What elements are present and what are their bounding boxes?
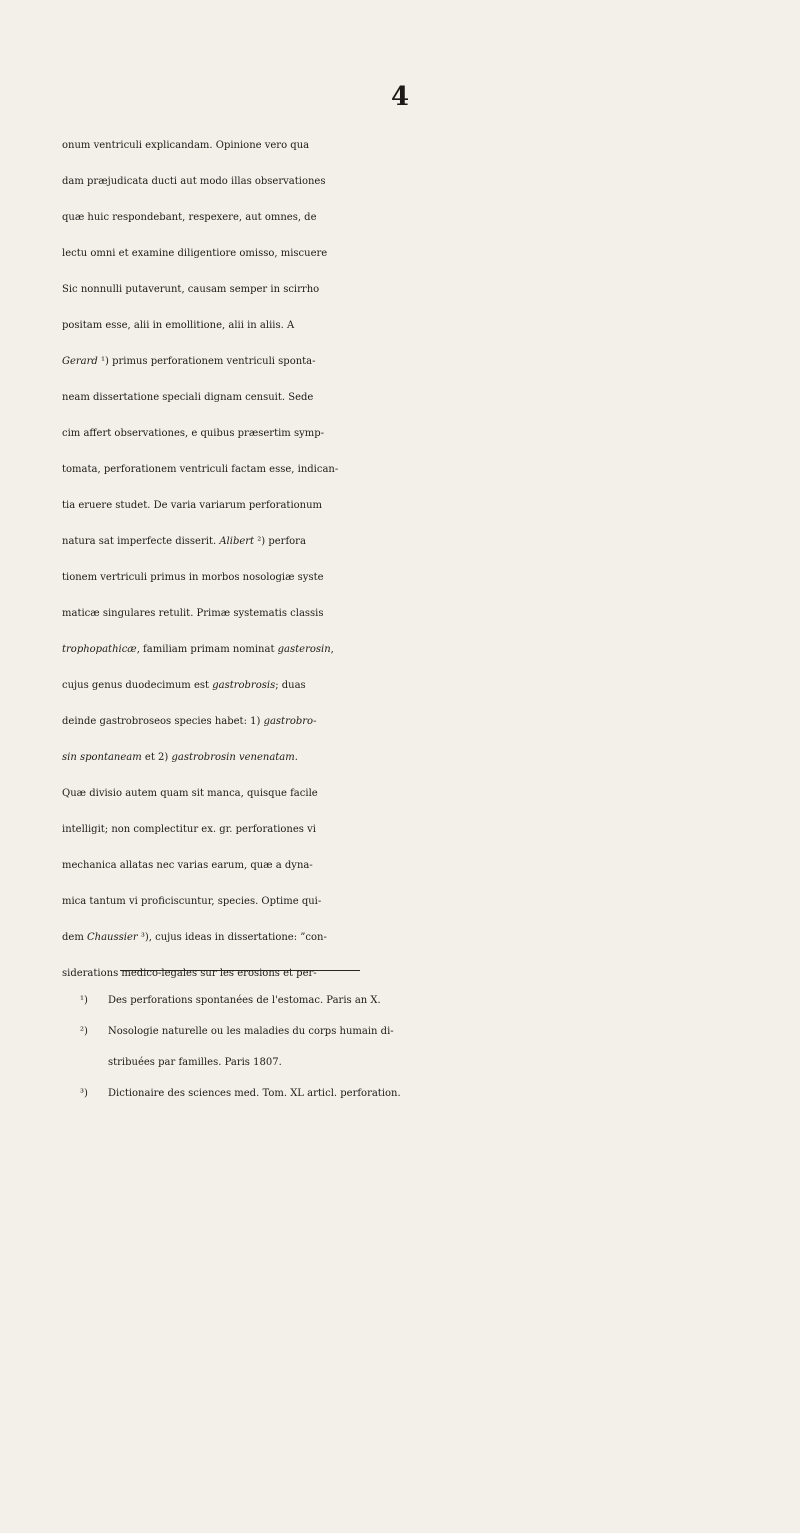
footnote-continuation bbox=[80, 1047, 800, 1078]
footnote-marker: ²) bbox=[80, 1026, 88, 1037]
text-line: dam præjudicata ducti aut modo illas observationes bbox=[62, 176, 326, 187]
body-text bbox=[62, 128, 800, 992]
text-line: tia eruere studet. De varia variarum perforationum bbox=[62, 500, 323, 511]
text-line: lectu omni et examine diligentiore omisso, miscuere bbox=[62, 248, 328, 259]
text-line: intelligit; non complectitur ex. gr. perforationes vi bbox=[62, 824, 316, 835]
footnote-text: Dictionaire des sciences med. Tom. XL articl. perforation. bbox=[108, 1088, 401, 1099]
footnote-divider bbox=[120, 970, 360, 971]
footnote-text: Des perforations spontanées de l'estomac. Paris an X. bbox=[108, 995, 381, 1006]
footnote bbox=[80, 985, 800, 1016]
text-line: maticæ singulares retulit. Primæ systematis classis bbox=[62, 608, 324, 619]
page-number: 4 bbox=[390, 82, 410, 112]
text-line: positam esse, alii in emollitione, alii in aliis. A bbox=[62, 320, 295, 331]
text-line: onum ventriculi explicandam. Opinione vero qua bbox=[62, 140, 310, 151]
text-line: sin spontaneam et 2) gastrobrosin venenatam. bbox=[62, 752, 298, 763]
text-line: mica tantum vi proficiscuntur, species. Optime qui- bbox=[62, 896, 322, 907]
footnote-text: stribuées par familles. Paris 1807. bbox=[108, 1057, 282, 1068]
text-line: natura sat imperfecte disserit. Alibert ²) perfora bbox=[62, 536, 306, 547]
text-line: deinde gastrobroseos species habet: 1) gastrobro- bbox=[62, 716, 317, 727]
text-line: cim affert observationes, e quibus præsertim symp- bbox=[62, 428, 324, 439]
footnote-marker: ¹) bbox=[80, 995, 88, 1006]
footnote-marker: ³) bbox=[80, 1088, 88, 1099]
text-line: tionem vertriculi primus in morbos nosologiæ syste bbox=[62, 572, 324, 583]
text-line: tomata, perforationem ventriculi factam esse, indican- bbox=[62, 464, 339, 475]
text-line: siderations medico-legales sur les erosions et per- bbox=[62, 968, 317, 979]
text-line: cujus genus duodecimum est gastrobrosis; duas bbox=[62, 680, 306, 691]
footnote bbox=[80, 1078, 800, 1109]
text-line: Sic nonnulli putaverunt, causam semper in scirrho bbox=[62, 284, 320, 295]
text-line: Quæ divisio autem quam sit manca, quisque facile bbox=[62, 788, 318, 799]
footnotes bbox=[80, 985, 800, 1109]
text-line: trophopathicæ, familiam primam nominat gasterosin, bbox=[62, 644, 334, 655]
text-line: quæ huic respondebant, respexere, aut omnes, de bbox=[62, 212, 317, 223]
text-line: neam dissertatione speciali dignam censuit. Sede bbox=[62, 392, 314, 403]
text-line: Gerard ¹) primus perforationem ventriculi sponta- bbox=[62, 356, 316, 367]
text-line: dem Chaussier ³), cujus ideas in dissertatione: ”con- bbox=[62, 932, 327, 943]
footnote-text: Nosologie naturelle ou les maladies du corps humain di- bbox=[108, 1026, 394, 1037]
text-line: mechanica allatas nec varias earum, quæ a dyna- bbox=[62, 860, 313, 871]
footnote bbox=[80, 1016, 800, 1047]
